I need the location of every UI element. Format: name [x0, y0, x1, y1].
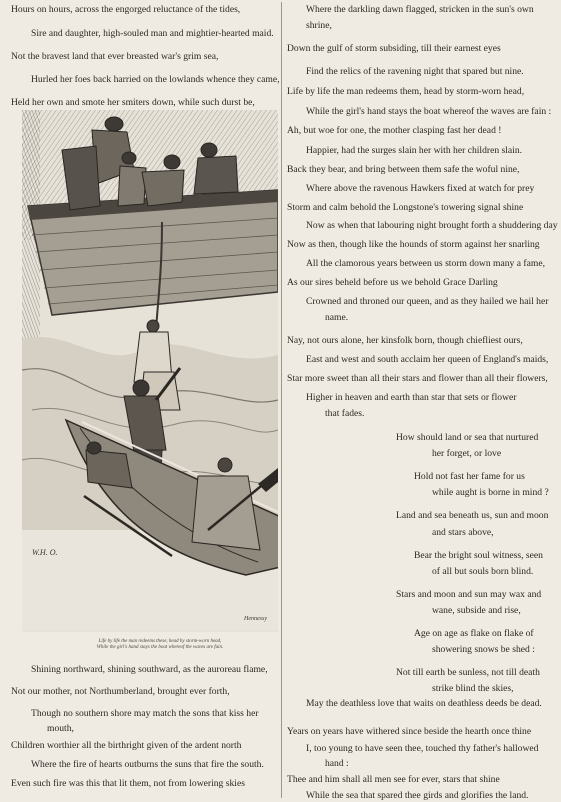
- poem-line: Bear the bright soul witness, seen: [414, 550, 543, 561]
- rescue-illustration: [22, 110, 278, 632]
- caption-line: Life by life the man redeems these, head by storm-worn head,: [98, 639, 222, 644]
- poem-line: Held her own and smote her smiters down, while such durst be,: [11, 97, 255, 108]
- caption-line: While the girl's hand stays the boat whereof the waves are fain.: [96, 645, 224, 650]
- poem-line: Where the fire of hearts outburns the suns that fire the south.: [31, 759, 264, 770]
- poem-line: May the deathless love that waits on deathless deeds be dead.: [306, 698, 542, 709]
- poem-line: Happier, had the surges slain her with her children slain.: [306, 145, 523, 156]
- poem-line: Crowned and throned our queen, and as they hailed we hail her: [306, 296, 549, 307]
- poem-line: Even such fire was this that lit them, not from lowering skies: [11, 778, 245, 789]
- poem-line: Hours on hours, across the engorged reluctance of the tides,: [11, 4, 241, 15]
- poem-line: her forget, or love: [432, 448, 502, 459]
- poem-line: Ah, but woe for one, the mother clasping fast her dead !: [287, 125, 502, 136]
- poem-line: Storm and calm behold the Longstone's towering signal shine: [287, 202, 524, 213]
- poem-line: East and west and south acclaim her queen of England's maids,: [306, 354, 549, 365]
- poem-line: Children worthier all the birthright given of the ardent north: [11, 740, 242, 751]
- poem-line: Land and sea beneath us, sun and moon: [396, 510, 549, 521]
- poem-line: All the clamorous years between us storm down many a fame,: [306, 258, 545, 269]
- poem-line: wane, subside and rise,: [432, 605, 521, 616]
- illustration-caption: [40, 639, 280, 651]
- poem-line: How should land or sea that nurtured: [396, 432, 539, 443]
- poem-line: Down the gulf of storm subsiding, till their earnest eyes: [287, 43, 501, 54]
- poem-line: name.: [325, 312, 349, 323]
- poem-line: that fades.: [325, 408, 365, 419]
- poem-line: Star more sweet than all their stars and flower than all their flowers,: [287, 373, 548, 384]
- poem-line: As our sires beheld before us we behold Grace Darling: [287, 277, 498, 288]
- poem-line: Back they bear, and bring between them safe the woful nine,: [287, 164, 520, 175]
- poem-line: While the girl's hand stays the boat whereof the waves are fain :: [306, 106, 552, 117]
- poem-line: Life by life the man redeems them, head by storm-worn head,: [287, 86, 525, 97]
- poem-line: strike blind the skies,: [432, 683, 514, 694]
- poem-line: Where the darkling dawn flagged, stricken in the sun's own: [306, 4, 534, 15]
- poem-line: Where above the ravenous Hawkers fixed at watch for prey: [306, 183, 535, 194]
- poem-line: Higher in heaven and earth than star that sets or flower: [306, 392, 517, 403]
- poem-line: Years on years have withered since beside the hearth once thine: [287, 726, 532, 737]
- poem-line: Now as then, though like the hounds of storm against her snarling: [287, 239, 540, 250]
- artist-signature-right: Hennessy: [244, 616, 267, 622]
- poem-line: Shining northward, shining southward, as the auroreau flame,: [31, 664, 268, 675]
- poem-line: Nay, not ours alone, her kinsfolk born, though chiefliest ours,: [287, 335, 523, 346]
- poem-line: mouth,: [47, 723, 74, 734]
- poem-line: Not till earth be sunless, not till death: [396, 667, 540, 678]
- poem-line: and stars above,: [432, 527, 494, 538]
- poem-line: showering snows be shed :: [432, 644, 535, 655]
- poem-line: Sire and daughter, high-souled man and mightier-hearted maid.: [31, 28, 274, 39]
- poem-line: of all but souls born blind.: [432, 566, 534, 577]
- poem-line: Stars and moon and sun may wax and: [396, 589, 542, 600]
- poem-line: Find the relics of the ravening night that spared but nine.: [306, 66, 524, 77]
- column-rule: [281, 2, 282, 798]
- poem-line: Now as when that labouring night brought forth a shuddering day: [306, 220, 558, 231]
- poem-line: I, too young to have seen thee, touched thy father's hallowed: [306, 743, 539, 754]
- poem-line: Hold not fast her fame for us: [414, 471, 525, 482]
- poem-line: Though no southern shore may match the sons that kiss her: [31, 708, 259, 719]
- poem-line: While the sea that spared thee girds and glorifies the land.: [306, 790, 529, 801]
- poem-line: Thee and him shall all men see for ever, stars that shine: [287, 774, 500, 785]
- poem-line: shrine,: [306, 20, 332, 31]
- poem-line: Not our mother, not Northumberland, brought ever forth,: [11, 686, 230, 697]
- artist-signature-left: W.H. O.: [32, 548, 58, 557]
- poem-line: Hurled her foes back harried on the lowlands whence they came,: [31, 74, 280, 85]
- poem-line: while aught is borne in mind ?: [432, 487, 549, 498]
- poem-line: hand :: [325, 758, 349, 769]
- poem-line: Not the bravest land that ever breasted war's grim sea,: [11, 51, 219, 62]
- poem-line: Age on age as flake on flake of: [414, 628, 534, 639]
